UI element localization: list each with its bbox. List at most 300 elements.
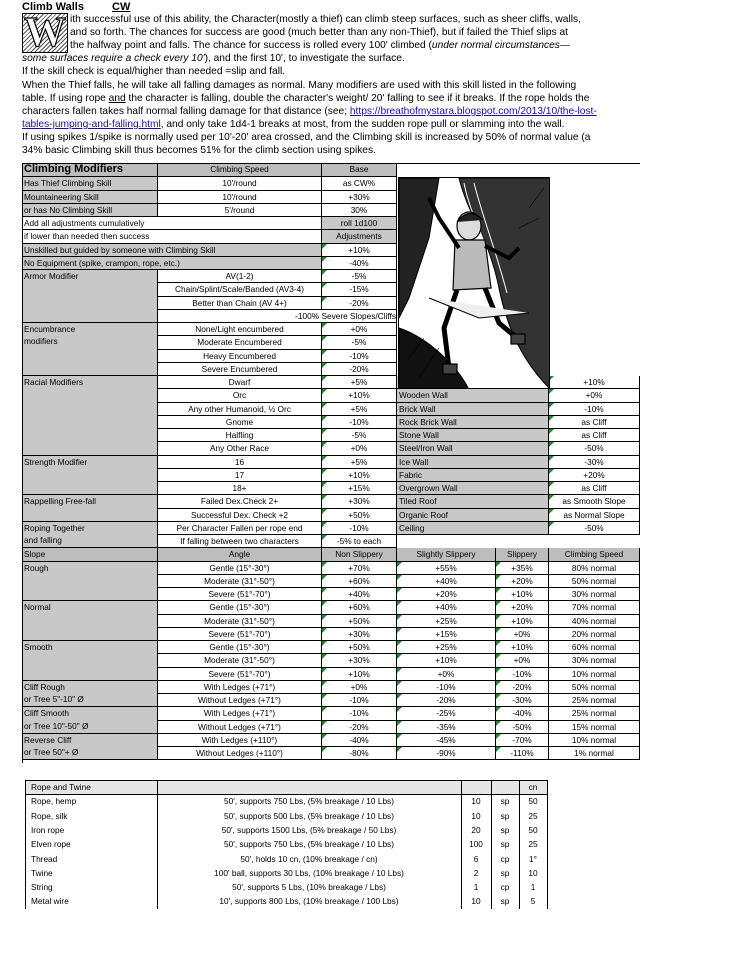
rope-item-description: 10', supports 800 Lbs, (10% breakage / 100 Lbs) — [219, 896, 399, 907]
racial-item: Dwarf — [158, 376, 322, 389]
slope-modifier: +25% — [397, 641, 496, 654]
slope-modifier: +35% — [496, 562, 549, 575]
roping-label-line: Roping Together — [24, 522, 85, 533]
slope-angle: Moderate (31°-50°) — [158, 654, 322, 667]
slope-modifier: 70% normal — [549, 601, 640, 614]
slope-modifier: 50% normal — [549, 681, 640, 694]
cell-marker-icon — [322, 350, 327, 355]
rope-item-cost: 10 — [471, 796, 481, 807]
rope-col-divider — [547, 780, 548, 909]
slope-modifier: -20% — [322, 721, 397, 734]
armor-item: Better than Chain (AV 4+) — [158, 297, 322, 310]
cell-marker-icon — [496, 734, 501, 739]
unskilled-value: -40% — [322, 257, 397, 270]
rope-item-name: Iron rope — [31, 824, 65, 835]
wall-modifier: as Cliff — [549, 429, 640, 442]
racial-item: Halfling — [158, 429, 322, 442]
strength-item: 18+ — [158, 482, 322, 495]
armor-item: AV(1-2) — [158, 270, 322, 283]
roping-label-line: and falling — [24, 535, 62, 546]
base-label: or has No Climbing Skill — [22, 204, 158, 217]
slope-header-5: Climbing Speed — [549, 548, 640, 561]
slope-name-line: Rough — [24, 562, 49, 573]
intro-line-11: 34% basic Climbing skill thus becomes 51% for the climb section using spikes. — [22, 145, 376, 156]
rope-item-description: 50', supports 750 Lbs, (5% breakage / 10 Lbs) — [224, 839, 394, 850]
slope-modifier: 10% normal — [549, 734, 640, 747]
cell-marker-icon — [549, 522, 554, 527]
cell-marker-icon — [322, 628, 327, 633]
wall-type: Wooden Wall — [397, 389, 549, 402]
strength-label-line: Strength Modifier — [24, 456, 88, 467]
cell-marker-icon — [397, 668, 402, 673]
wall-modifier: as Smooth Slope — [549, 495, 640, 508]
wall-modifier: as Normal Slope — [549, 509, 640, 522]
slope-modifier: 30% normal — [549, 654, 640, 667]
slope-header-4: Slippery — [496, 548, 549, 561]
base-speed: 10'/round — [158, 177, 322, 190]
wall-type: Stone Wall — [397, 429, 549, 442]
rope-item-name: Metal wire — [31, 896, 69, 907]
racial-item: Orc — [158, 389, 322, 402]
rappel-item: Failed Dex.Check 2+ — [158, 495, 322, 508]
cell-marker-icon — [322, 747, 327, 752]
enc-item: None/Light encumbered — [158, 323, 322, 336]
cell-marker-icon — [397, 615, 402, 620]
slope-name-line: Cliff Rough — [24, 681, 65, 692]
slope-name-line: Reverse Cliff — [24, 734, 72, 745]
slope-modifier: +50% — [322, 641, 397, 654]
rope-item-currency: cp — [500, 882, 510, 893]
cell-marker-icon — [322, 654, 327, 659]
dropcap-letter: W — [24, 10, 66, 56]
cell-marker-icon — [322, 469, 327, 474]
base-value: as CW% — [322, 177, 397, 190]
rope-item-weight: 1° — [529, 853, 537, 864]
slope-header-1: Angle — [158, 548, 322, 561]
rope-item-name: Elven rope — [31, 839, 71, 850]
enc-value: -10% — [322, 350, 397, 363]
slope-modifier: +30% — [322, 628, 397, 641]
rope-item-name: Twine — [31, 867, 53, 878]
enc-label-line: Encumbrance — [24, 324, 76, 334]
rope-item-name: String — [31, 882, 53, 893]
cell-marker-icon — [397, 681, 402, 686]
cell-marker-icon — [496, 575, 501, 580]
armor-item: Chain/Splint/Scale/Banded (AV3-4) — [158, 283, 322, 296]
armor-value: -20% — [322, 297, 397, 310]
slope-type-label — [22, 641, 158, 681]
racial-value: +10% — [322, 389, 397, 402]
wall-type: Overgrown Wall — [397, 482, 549, 495]
strength-value: +10% — [322, 469, 397, 482]
unskilled-label: No Equipment (spike, crampon, rope, etc.) — [22, 257, 322, 270]
cell-marker-icon — [549, 509, 554, 514]
slope-type-label — [22, 681, 158, 708]
falling-tables-link-cont[interactable]: tables-jumping-and-falling.html — [22, 119, 161, 130]
slope-modifier: +40% — [322, 588, 397, 601]
slope-angle: Without Ledges (+110°) — [158, 747, 322, 760]
cell-marker-icon — [322, 270, 327, 275]
slope-modifier: +15% — [397, 628, 496, 641]
table-title: Climbing Modifiers — [22, 163, 158, 177]
slope-modifier: 40% normal — [549, 615, 640, 628]
slope-modifier: 1% normal — [549, 747, 640, 760]
wall-type: Ice Wall — [397, 456, 549, 469]
rope-item-currency: sp — [500, 810, 510, 821]
cell-marker-icon — [397, 654, 402, 659]
slope-modifier: +0% — [496, 654, 549, 667]
rope-item-weight: 25 — [528, 839, 538, 850]
cell-marker-icon — [496, 641, 501, 646]
rope-item-description: 100' ball, supports 30 Lbs, (10% breakage / 10 Lbs) — [214, 867, 404, 878]
cell-marker-icon — [397, 694, 402, 699]
base-label: Mountaineering Skill — [22, 191, 158, 204]
rappel-value: +30% — [322, 495, 397, 508]
cell-marker-icon — [322, 522, 327, 527]
slope-modifier: -40% — [496, 707, 549, 720]
slope-modifier: 80% normal — [549, 562, 640, 575]
header-base: Base — [322, 163, 397, 177]
enc-value: +0% — [322, 323, 397, 336]
slope-modifier: +10% — [397, 654, 496, 667]
enc-item: Severe Encumbered — [158, 363, 322, 376]
racial-label-line: Racial Modifiers — [24, 377, 84, 387]
cell-marker-icon — [549, 469, 554, 474]
rope-item-currency: sp — [500, 867, 510, 878]
cell-marker-icon — [496, 668, 501, 673]
cell-marker-icon — [496, 721, 501, 726]
rope-item-cost: 1 — [473, 882, 479, 893]
intro-line-7: table. If using rope and the character is falling, double the character's weight/ 20' falling to see if it breaks. If the rope holds the — [22, 93, 590, 104]
slope-modifier: -35% — [397, 721, 496, 734]
racial-value: -10% — [322, 416, 397, 429]
adjustments-label: Adjustments — [322, 230, 397, 243]
falling-tables-link[interactable]: https://breathofmystara.blogspot.com/2013/10/the-lost- — [349, 106, 597, 117]
enc-label-line: modifiers — [24, 336, 58, 347]
rappel-group-label — [22, 495, 158, 522]
racial-value: +5% — [322, 403, 397, 416]
unskilled-value: +10% — [322, 244, 397, 257]
wall-modifier: +0% — [549, 389, 640, 402]
cell-marker-icon — [549, 416, 554, 421]
rope-table-border — [25, 780, 547, 909]
cell-marker-icon — [549, 495, 554, 500]
cell-marker-icon — [549, 482, 554, 487]
cell-marker-icon — [322, 615, 327, 620]
slope-modifier: 20% normal — [549, 628, 640, 641]
slope-name-line: Normal — [24, 602, 51, 613]
slope-angle: Severe (51°-70°) — [158, 628, 322, 641]
cell-marker-icon — [322, 734, 327, 739]
wall-type: Rock Brick Wall — [397, 416, 549, 429]
rope-item-weight: 50 — [528, 824, 538, 835]
cell-marker-icon — [549, 429, 554, 434]
wall-modifier: +20% — [549, 469, 640, 482]
rope-item-currency: sp — [500, 796, 510, 807]
slope-name-line: Cliff Smooth — [24, 708, 70, 719]
cell-marker-icon — [322, 244, 327, 249]
roping-item: Per Character Fallen per rope end — [158, 522, 322, 535]
slope-modifier: 25% normal — [549, 707, 640, 720]
intro-line-6: When the Thief falls, he will take all falling damages as normal. Many modifiers are used with this skill listed in the following — [22, 80, 577, 91]
intro-line-9: tables-jumping-and-falling.html, and only take 1d4-1 breaks at most, from the sudden rope pull or slamming into the wall. — [22, 119, 565, 130]
slope-header-2: Non Slippery — [322, 548, 397, 561]
cell-marker-icon — [322, 601, 327, 606]
enc-group-label — [22, 323, 158, 376]
rope-item-weight: 5 — [530, 896, 536, 907]
cell-marker-icon — [322, 535, 327, 540]
slope-angle: Severe (51°-70°) — [158, 588, 322, 601]
cell-marker-icon — [549, 442, 554, 447]
cell-marker-icon — [322, 429, 327, 434]
cell-marker-icon — [397, 734, 402, 739]
cell-marker-icon — [322, 641, 327, 646]
slope-modifier: +0% — [322, 681, 397, 694]
base-value: +30% — [322, 191, 397, 204]
base-label: Has Thief Climbing Skill — [22, 177, 158, 190]
slope-modifier: -80% — [322, 747, 397, 760]
slope-modifier: +40% — [397, 601, 496, 614]
slope-modifier: +55% — [397, 562, 496, 575]
wall-modifier: -30% — [549, 456, 640, 469]
slope-type-label — [22, 601, 158, 641]
enc-item: Heavy Encumbered — [158, 350, 322, 363]
slope-modifier: +70% — [322, 562, 397, 575]
rope-item-description: 50', supports 5 Lbs, (10% breakage / Lbs) — [232, 882, 386, 893]
slope-name-line: or Tree 50"+ Ø — [24, 747, 79, 758]
slope-modifier: 50% normal — [549, 575, 640, 588]
cell-marker-icon — [322, 283, 327, 288]
cell-marker-icon — [496, 601, 501, 606]
dropcap-w — [22, 10, 68, 56]
rappel-value: +50% — [322, 509, 397, 522]
slope-modifier: +40% — [397, 575, 496, 588]
enc-value: -5% — [322, 336, 397, 349]
slope-modifier: 15% normal — [549, 721, 640, 734]
slope-angle: Gentle (15°-30°) — [158, 601, 322, 614]
wall-type: Ceiling — [397, 522, 549, 535]
wall-modifier: -10% — [549, 403, 640, 416]
wall-modifier: -50% — [549, 442, 640, 455]
rope-item-name: Thread — [31, 853, 58, 864]
cell-marker-icon — [322, 575, 327, 580]
rope-item-cost: 10 — [471, 896, 481, 907]
roping-value: -10% — [322, 522, 397, 535]
slope-modifier: +0% — [496, 628, 549, 641]
wall-type: Organic Roof — [397, 509, 549, 522]
slope-modifier: -110% — [496, 747, 549, 760]
rope-col-divider — [519, 780, 520, 909]
base-speed: 10'/round — [158, 191, 322, 204]
header-climbing-speed: Climbing Speed — [158, 163, 322, 177]
cell-marker-icon — [322, 336, 327, 341]
rappel-label-line: Rappelling Free-fall — [24, 496, 96, 507]
slope-modifier: -40% — [322, 734, 397, 747]
roll-instruction: if lower than needed then success — [22, 230, 322, 243]
armor-note: -100% Severe Slopes/Cliffs — [158, 310, 397, 323]
cell-marker-icon — [549, 389, 554, 394]
slope-modifier: +60% — [322, 575, 397, 588]
intro-line-2: and so forth. The chances for success are good (much better than any non-Thief), but if failed the Thief slips at — [70, 27, 568, 38]
cell-marker-icon — [496, 681, 501, 686]
cell-marker-icon — [397, 601, 402, 606]
slope-name-line: or Tree 5"-10" Ø — [24, 694, 84, 705]
rope-item-name: Rope, hemp — [31, 796, 77, 807]
cell-marker-icon — [322, 562, 327, 567]
slope-modifier: -10% — [322, 694, 397, 707]
rope-item-cost: 20 — [471, 824, 481, 835]
slope-modifier: -50% — [496, 721, 549, 734]
intro-line-1: ith successful use of this ability, the Character(mostly a thief) can climb steep surfaces, such as sheer cliffs, walls, — [70, 14, 581, 25]
slope-type-label — [22, 734, 158, 761]
slope-modifier: +20% — [496, 601, 549, 614]
slope-modifier: -70% — [496, 734, 549, 747]
armor-value: -15% — [322, 283, 397, 296]
climbing-thief-illustration — [398, 177, 550, 389]
slope-type-label — [22, 707, 158, 734]
slope-modifier: -30% — [496, 694, 549, 707]
rope-item-description: 50', supports 750 Lbs, (5% breakage / 10 Lbs) — [224, 796, 394, 807]
armor-group-label — [22, 270, 158, 323]
rope-col-divider — [491, 780, 492, 909]
wall-modifier: -50% — [549, 522, 640, 535]
rope-item-cost: 2 — [473, 867, 479, 878]
rope-table-title: Rope and Twine — [25, 780, 157, 794]
cell-marker-icon — [397, 721, 402, 726]
cell-marker-icon — [322, 403, 327, 408]
rope-col-divider — [157, 780, 158, 909]
racial-value: +0% — [322, 442, 397, 455]
rope-item-weight: 10 — [528, 867, 538, 878]
slope-angle: Moderate (31°-50°) — [158, 575, 322, 588]
slope-modifier: +30% — [322, 654, 397, 667]
racial-item: Gnome — [158, 416, 322, 429]
cell-marker-icon — [322, 588, 327, 593]
slope-modifier: -10% — [322, 707, 397, 720]
slope-modifier: 10% normal — [549, 668, 640, 681]
roping-value: -5% to each — [322, 535, 397, 548]
racial-value: +5% — [322, 376, 397, 389]
slope-modifier: -25% — [397, 707, 496, 720]
cell-marker-icon — [496, 628, 501, 633]
roping-group-label — [22, 522, 158, 549]
cell-marker-icon — [496, 747, 501, 752]
strength-item: 16 — [158, 456, 322, 469]
wall-modifier: as Cliff — [549, 416, 640, 429]
cell-marker-icon — [397, 747, 402, 752]
cell-marker-icon — [322, 297, 327, 302]
cell-marker-icon — [397, 628, 402, 633]
slope-modifier: 25% normal — [549, 694, 640, 707]
cell-marker-icon — [322, 681, 327, 686]
cell-marker-icon — [496, 562, 501, 567]
cell-marker-icon — [322, 707, 327, 712]
slope-modifier: +20% — [496, 575, 549, 588]
rope-item-cost: 100 — [469, 839, 483, 850]
cell-marker-icon — [549, 456, 554, 461]
cell-marker-icon — [322, 668, 327, 673]
slope-header-0: Slope — [22, 548, 158, 561]
cell-marker-icon — [322, 456, 327, 461]
cell-marker-icon — [322, 363, 327, 368]
enc-value: -20% — [322, 363, 397, 376]
roping-item: If falling between two characters — [158, 535, 322, 548]
slope-modifier: -90% — [397, 747, 496, 760]
slope-modifier: +10% — [322, 668, 397, 681]
cell-marker-icon — [397, 588, 402, 593]
cell-marker-icon — [496, 707, 501, 712]
roll-dice: roll 1d100 — [322, 217, 397, 230]
unskilled-label: Unskilled but guided by someone with Climbing Skill — [22, 244, 322, 257]
rope-item-currency: sp — [500, 896, 510, 907]
rope-item-currency: cp — [500, 853, 510, 864]
wall-type: Steel/Iron Wall — [397, 442, 549, 455]
slope-modifier: -10% — [397, 681, 496, 694]
slope-modifier: +20% — [397, 588, 496, 601]
intro-line-5: If the skill check is equal/higher than needed =slip and fall. — [22, 66, 286, 77]
slope-angle: Severe (51°-70°) — [158, 668, 322, 681]
cell-marker-icon — [322, 257, 327, 262]
intro-line-10: If using spikes 1/spike is normally used per 10'-20' area crossed, and the Climbing skill is increased by 50% of normal value (a — [22, 132, 591, 143]
rope-item-description: 50', holds 10 cn, (10% breakage / cn) — [240, 853, 378, 864]
rope-item-cost: 10 — [471, 810, 481, 821]
slope-angle: Without Ledges (+71°) — [158, 694, 322, 707]
racial-item: Any other Humanoid, ½ Orc — [158, 403, 322, 416]
cell-marker-icon — [549, 403, 554, 408]
rope-col-divider — [461, 780, 462, 909]
cell-marker-icon — [496, 694, 501, 699]
wall-type: Fabric — [397, 469, 549, 482]
slope-modifier: +60% — [322, 601, 397, 614]
slope-angle: Gentle (15°-30°) — [158, 562, 322, 575]
rope-item-name: Rope, silk — [31, 810, 68, 821]
slope-modifier: 60% normal — [549, 641, 640, 654]
cell-marker-icon — [322, 389, 327, 394]
base-value: 30% — [322, 204, 397, 217]
slope-modifier: +10% — [496, 641, 549, 654]
rope-item-weight: 25 — [528, 810, 538, 821]
cell-marker-icon — [322, 495, 327, 500]
slope-header-3: Slightly Slippery — [397, 548, 496, 561]
cell-marker-icon — [496, 615, 501, 620]
cell-marker-icon — [397, 562, 402, 567]
wall-modifier: +10% — [549, 376, 640, 389]
intro-line-4: some surfaces require a check every 10'), and the first 10', to investigate the surface. — [22, 53, 405, 64]
rope-item-description: 50', supports 500 Lbs, (5% breakage / 10 Lbs) — [224, 810, 394, 821]
enc-item: Moderate Encumbered — [158, 336, 322, 349]
rope-item-currency: sp — [500, 824, 510, 835]
rope-item-description: 50', supports 1500 Lbs, (5% breakage / 50 Lbs) — [221, 824, 397, 835]
slope-name-line: Smooth — [24, 642, 53, 652]
slope-angle: Moderate (31°-50°) — [158, 615, 322, 628]
slope-modifier: +0% — [397, 668, 496, 681]
racial-item: Any Other Race — [158, 442, 322, 455]
cell-marker-icon — [397, 575, 402, 580]
cell-marker-icon — [322, 509, 327, 514]
slope-angle: Without Ledges (+71°) — [158, 721, 322, 734]
strength-value: +15% — [322, 482, 397, 495]
slope-modifier: +10% — [496, 588, 549, 601]
cell-marker-icon — [322, 482, 327, 487]
cell-marker-icon — [496, 654, 501, 659]
rope-item-weight: 1 — [530, 882, 536, 893]
intro-line-8: characters fallen takes half normal falling damage for that distance (see; https://breathofmystara.blogspot.com/2013/10/the-lost- — [22, 106, 597, 117]
slope-modifier: -20% — [397, 694, 496, 707]
slope-type-label — [22, 562, 158, 602]
slope-name-line: or Tree 10"-50" Ø — [24, 720, 89, 731]
cell-marker-icon — [322, 376, 327, 381]
base-speed: 5'/round — [158, 204, 322, 217]
